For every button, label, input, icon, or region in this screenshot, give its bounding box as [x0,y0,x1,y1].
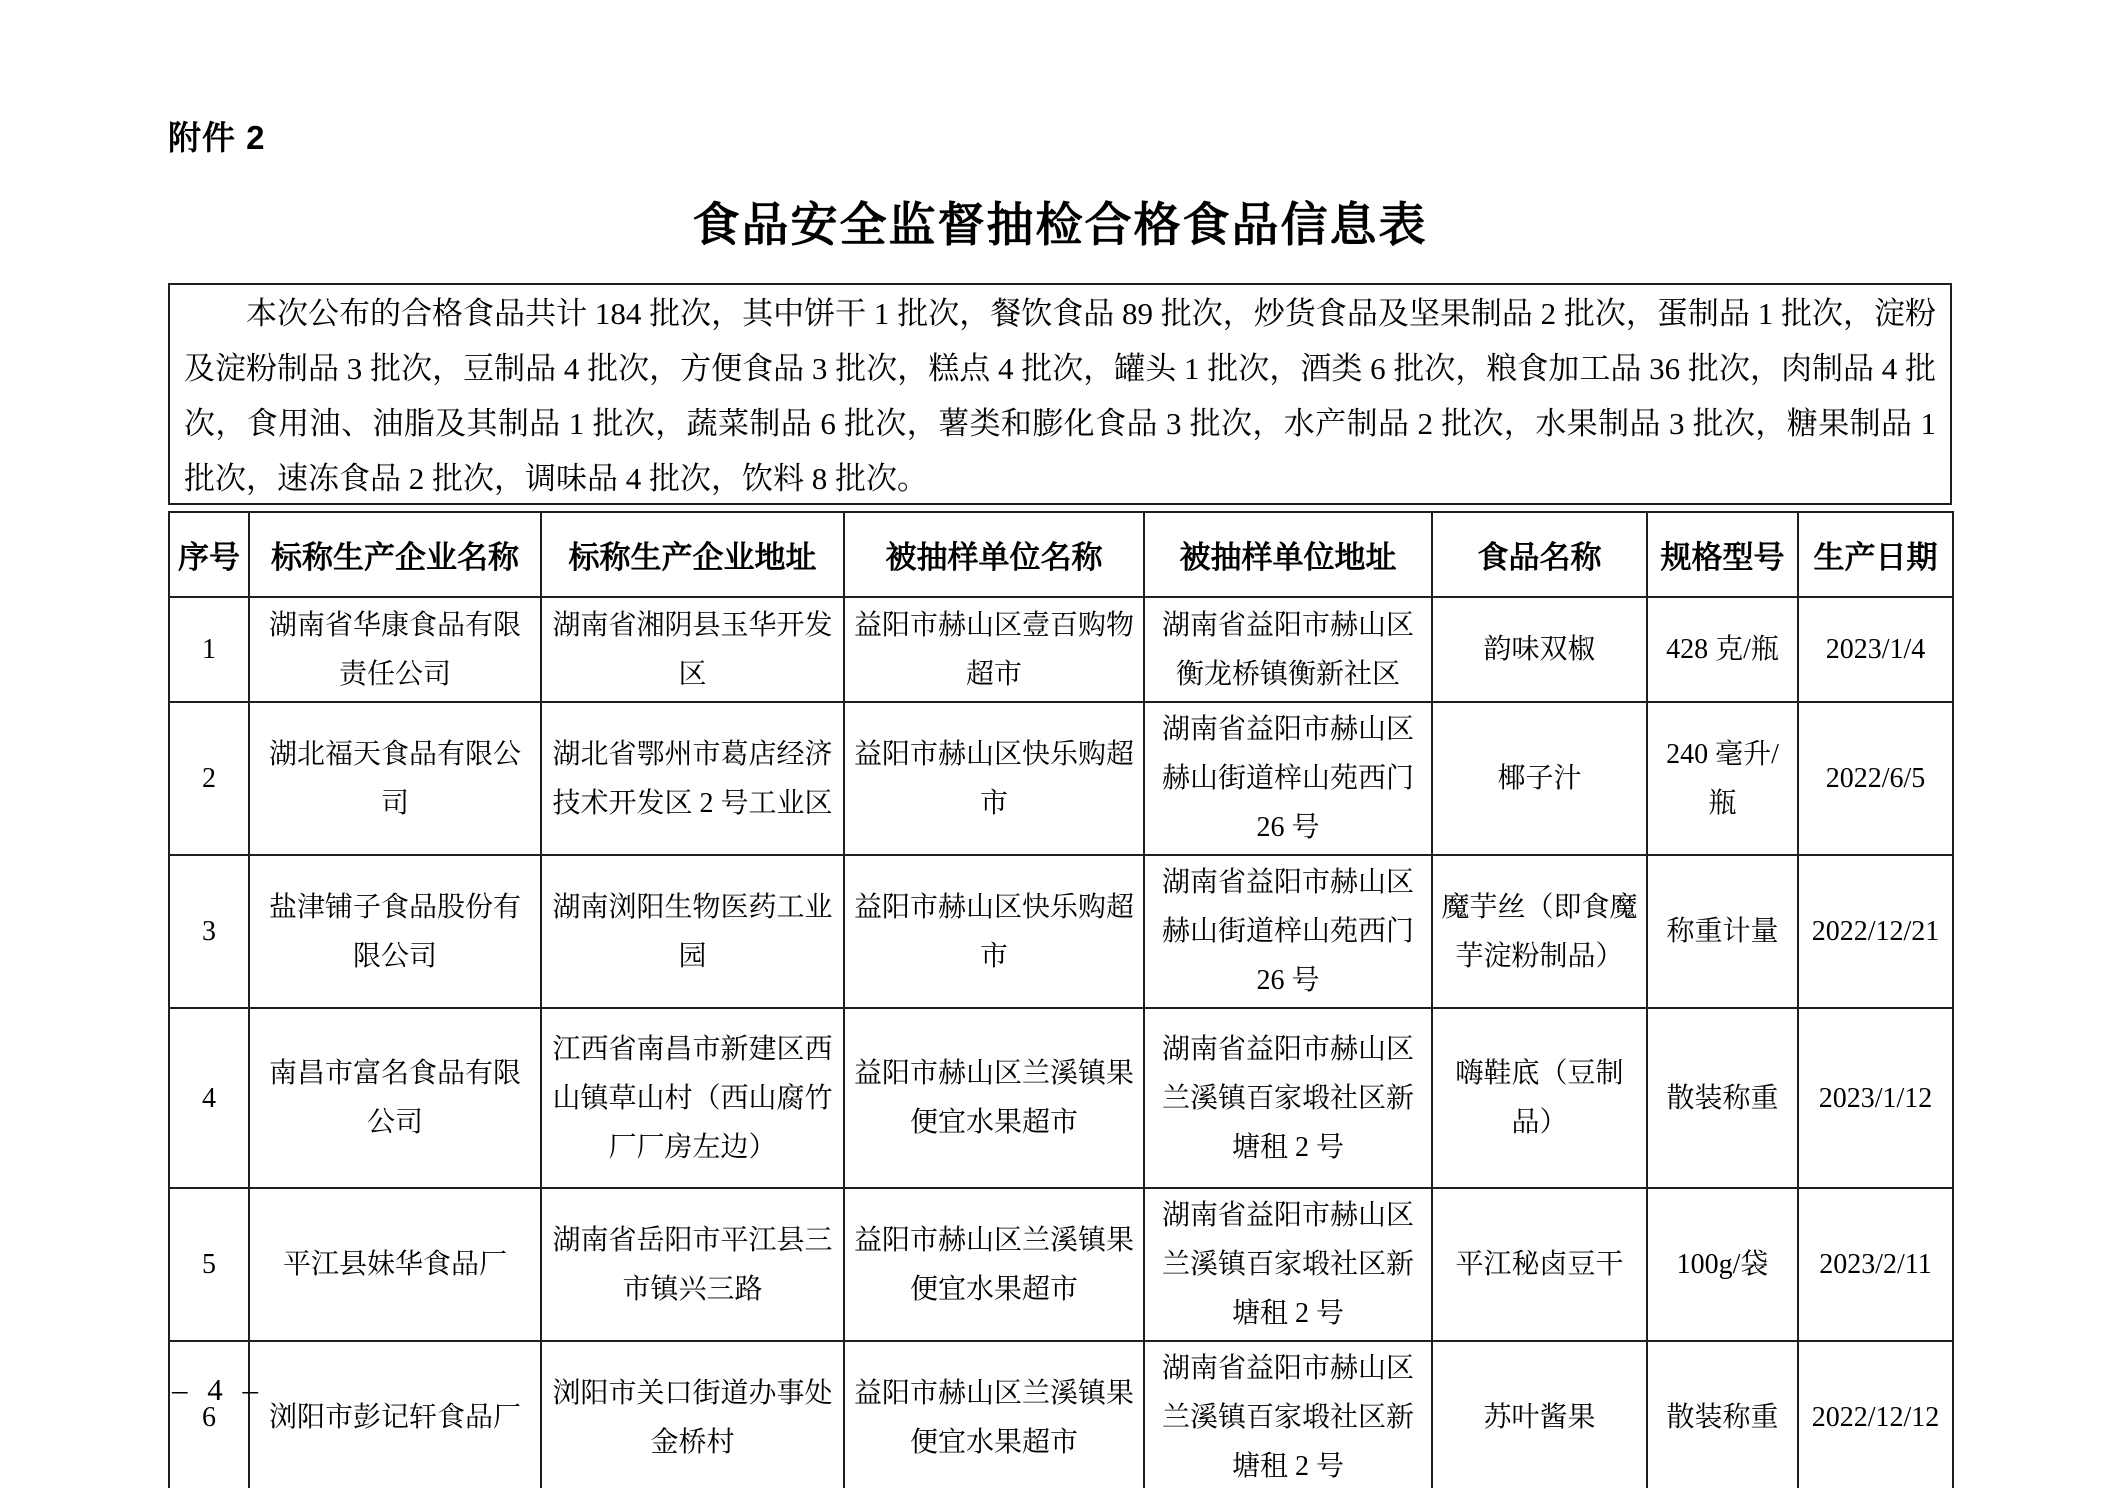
col-header-producer-address: 标称生产企业地址 [541,512,844,597]
cell-food-name: 平江秘卤豆干 [1432,1188,1647,1341]
cell-spec: 称重计量 [1647,855,1798,1008]
cell-food-name: 苏叶酱果 [1432,1341,1647,1488]
col-header-sampled-unit-address: 被抽样单位地址 [1144,512,1432,597]
cell-food-name: 嗨鞋底（豆制品） [1432,1008,1647,1188]
cell-producer-address: 湖南省岳阳市平江县三市镇兴三路 [541,1188,844,1341]
table-row [169,1008,1953,1188]
cell-sampled-unit-address: 湖南省益阳市赫山区兰溪镇百家塅社区新塘租 2 号 [1144,1188,1432,1341]
cell-food-name: 魔芋丝（即食魔芋淀粉制品） [1432,855,1647,1008]
cell-producer-address: 浏阳市关口街道办事处金桥村 [541,1341,844,1488]
col-header-producer-name: 标称生产企业名称 [249,512,541,597]
col-header-sampled-unit-name: 被抽样单位名称 [844,512,1144,597]
cell-production-date: 2023/1/4 [1798,597,1953,702]
page-number: – 4 – [172,1372,264,1407]
cell-sampled-unit-name: 益阳市赫山区兰溪镇果便宜水果超市 [844,1188,1144,1341]
cell-spec: 散装称重 [1647,1341,1798,1488]
cell-sampled-unit-name: 益阳市赫山区兰溪镇果便宜水果超市 [844,1008,1144,1188]
cell-sampled-unit-name: 益阳市赫山区兰溪镇果便宜水果超市 [844,1341,1144,1488]
cell-seq: 2 [169,702,249,855]
cell-seq: 5 [169,1188,249,1341]
table-header [169,512,1953,597]
cell-sampled-unit-name: 益阳市赫山区快乐购超市 [844,855,1144,1008]
cell-spec: 100g/袋 [1647,1188,1798,1341]
cell-producer-name: 南昌市富名食品有限公司 [249,1008,541,1188]
cell-producer-address: 湖南省湘阴县玉华开发区 [541,597,844,702]
cell-food-name: 韵味双椒 [1432,597,1647,702]
cell-producer-address: 湖南浏阳生物医药工业园 [541,855,844,1008]
cell-spec: 散装称重 [1647,1008,1798,1188]
cell-production-date: 2023/2/11 [1798,1188,1953,1341]
cell-production-date: 2022/12/12 [1798,1341,1953,1488]
cell-production-date: 2023/1/12 [1798,1008,1953,1188]
cell-producer-name: 盐津铺子食品股份有限公司 [249,855,541,1008]
cell-producer-address: 湖北省鄂州市葛店经济技术开发区 2 号工业区 [541,702,844,855]
col-header-food-name: 食品名称 [1432,512,1647,597]
cell-sampled-unit-address: 湖南省益阳市赫山区衡龙桥镇衡新社区 [1144,597,1432,702]
summary-text: 本次公布的合格食品共计 184 批次，其中饼干 1 批次，餐饮食品 89 批次，炒货食品及坚果制品 2 批次，蛋制品 1 批次，淀粉及淀粉制品 3 批次，豆制品 4 批次，方便食品 3 批次，糕点 4 批次，罐头 1 批次，酒类 6 批次，粮食加工品 36 批次，肉制品 4 批次，食用油、油脂及其制品 1 批次，蔬菜制品 6 批次，薯类和膨化食品 3 批次，水产制品 2 批次，水果制品 3 批次，糖果制品 1 批次，速冻食品 2 批次，调味品 4 批次，饮料 8 批次。 [184,296,1936,496]
cell-sampled-unit-address: 湖南省益阳市赫山区兰溪镇百家塅社区新塘租 2 号 [1144,1341,1432,1488]
cell-seq: 3 [169,855,249,1008]
table-row [169,597,1953,702]
cell-sampled-unit-address: 湖南省益阳市赫山区赫山街道梓山苑西门 26 号 [1144,702,1432,855]
cell-sampled-unit-name: 益阳市赫山区壹百购物超市 [844,597,1144,702]
col-header-seq: 序号 [169,512,249,597]
cell-seq: 6 [169,1341,249,1488]
cell-seq: 1 [169,597,249,702]
col-header-spec: 规格型号 [1647,512,1798,597]
cell-producer-name: 平江县妹华食品厂 [249,1188,541,1341]
cell-food-name: 椰子汁 [1432,702,1647,855]
cell-seq: 4 [169,1008,249,1188]
page-title: 食品安全监督抽检合格食品信息表 [692,198,1428,251]
cell-sampled-unit-address: 湖南省益阳市赫山区赫山街道梓山苑西门 26 号 [1144,855,1432,1008]
attachment-label: 附件 2 [168,119,266,156]
cell-spec: 240 毫升/瓶 [1647,702,1798,855]
col-header-production-date: 生产日期 [1798,512,1953,597]
cell-production-date: 2022/12/21 [1798,855,1953,1008]
cell-spec: 428 克/瓶 [1647,597,1798,702]
cell-producer-name: 湖北福天食品有限公司 [249,702,541,855]
summary-box [168,283,1952,505]
cell-producer-address: 江西省南昌市新建区西山镇草山村（西山腐竹厂厂房左边） [541,1008,844,1188]
cell-producer-name: 浏阳市彭记轩食品厂 [249,1341,541,1488]
cell-sampled-unit-name: 益阳市赫山区快乐购超市 [844,702,1144,855]
header-row [169,512,1953,597]
cell-sampled-unit-address: 湖南省益阳市赫山区兰溪镇百家塅社区新塘租 2 号 [1144,1008,1432,1188]
food-info-table [168,511,1954,1488]
cell-production-date: 2022/6/5 [1798,702,1953,855]
table-row [169,702,1953,855]
cell-producer-name: 湖南省华康食品有限责任公司 [249,597,541,702]
table-row [169,1341,1953,1488]
table-body [169,597,1953,1488]
table-row [169,855,1953,1008]
table-row [169,1188,1953,1341]
